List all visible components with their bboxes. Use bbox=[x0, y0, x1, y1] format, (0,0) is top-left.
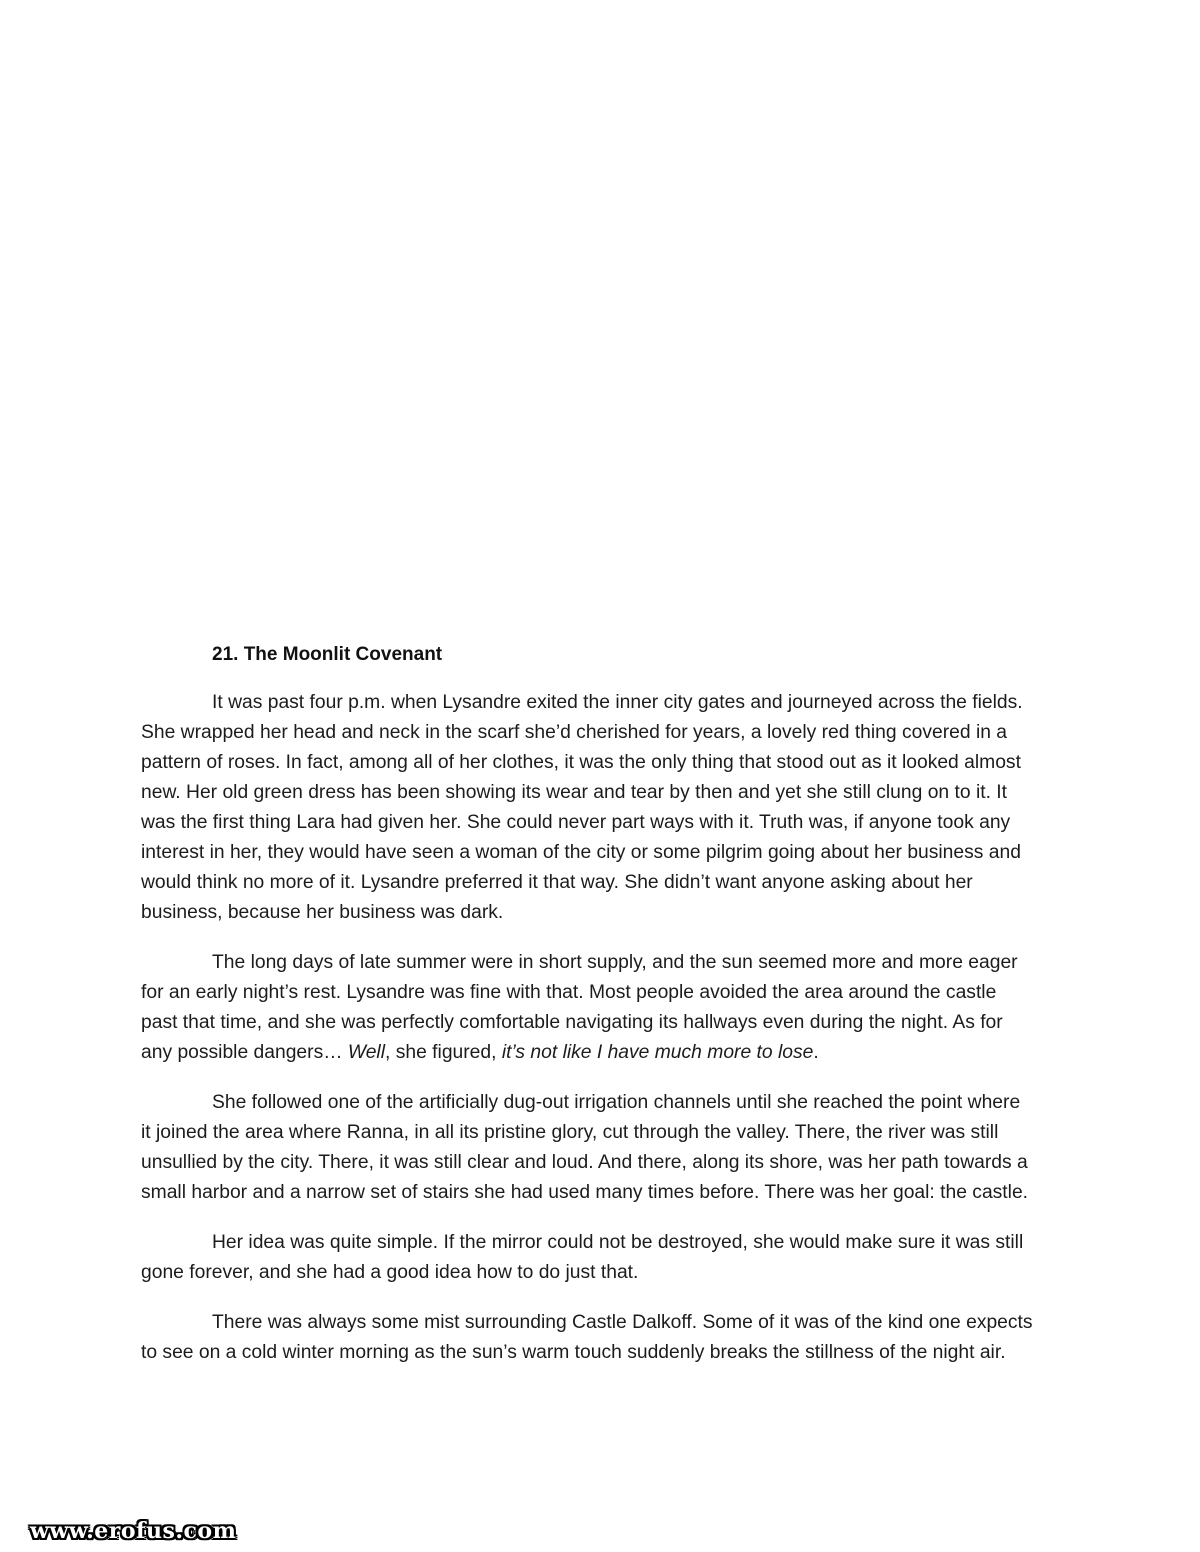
chapter-title: 21. The Moonlit Covenant bbox=[212, 644, 443, 665]
text-line: would think no more of it. Lysandre preferred it that way. She didn’t want anyone asking about her bbox=[141, 872, 973, 893]
text-line: She wrapped her head and neck in the scarf she’d cherished for years, a lovely red thing covered in a bbox=[141, 722, 1008, 743]
text-run: , she figured, bbox=[385, 1042, 502, 1063]
italic-text: Well bbox=[347, 1042, 386, 1063]
paragraph-5 bbox=[141, 1308, 1057, 1368]
text-line: There was always some mist surrounding Castle Dalkoff. Some of it was of the kind one expects bbox=[212, 1312, 1033, 1333]
text-line: business, because her business was dark. bbox=[141, 902, 504, 923]
chapter-body bbox=[141, 688, 1057, 1388]
text-line-mixed bbox=[141, 1038, 1057, 1068]
text-run: . bbox=[813, 1042, 819, 1063]
paragraph-3 bbox=[141, 1088, 1057, 1208]
text-line: interest in her, they would have seen a woman of the city or some pilgrim going about her business and bbox=[141, 842, 1021, 863]
text-line: it joined the area where Ranna, in all its pristine glory, cut through the valley. There, the river was still bbox=[141, 1122, 999, 1143]
text-line: to see on a cold winter morning as the sun’s warm touch suddenly breaks the stillness of the night air. bbox=[141, 1342, 1006, 1363]
text-line: The long days of late summer were in short supply, and the sun seemed more and more eager bbox=[212, 952, 1018, 973]
paragraph-1 bbox=[141, 688, 1057, 928]
text-line: past that time, and she was perfectly comfortable navigating its hallways even during the night. As for bbox=[141, 1012, 1003, 1033]
text-line: unsullied by the city. There, it was still clear and loud. And there, along its shore, was her path towards a bbox=[141, 1152, 1028, 1173]
text-line: new. Her old green dress has been showing its wear and tear by then and yet she still clung on to it. It bbox=[141, 782, 1008, 803]
text-line: pattern of roses. In fact, among all of her clothes, it was the only thing that stood out as it looked almost bbox=[141, 752, 1021, 773]
italic-text: it’s not like I have much more to lose bbox=[501, 1042, 814, 1063]
paragraph-4 bbox=[141, 1228, 1057, 1288]
site-watermark: www.erofus.com bbox=[30, 1518, 237, 1544]
text-run: any possible dangers… bbox=[141, 1042, 348, 1063]
paragraph-2 bbox=[141, 948, 1057, 1068]
text-line: was the first thing Lara had given her. She could never part ways with it. Truth was, if anyone took any bbox=[141, 812, 1011, 833]
text-line: She followed one of the artificially dug-out irrigation channels until she reached the point where bbox=[212, 1092, 1021, 1113]
text-line: small harbor and a narrow set of stairs she had used many times before. There was her goal: the castle. bbox=[141, 1182, 1029, 1203]
text-line: Her idea was quite simple. If the mirror could not be destroyed, she would make sure it was still bbox=[212, 1232, 1024, 1253]
text-line: for an early night’s rest. Lysandre was fine with that. Most people avoided the area around the castle bbox=[141, 982, 997, 1003]
text-line: It was past four p.m. when Lysandre exited the inner city gates and journeyed across the fields. bbox=[212, 692, 1023, 713]
text-line: gone forever, and she had a good idea how to do just that. bbox=[141, 1262, 639, 1283]
